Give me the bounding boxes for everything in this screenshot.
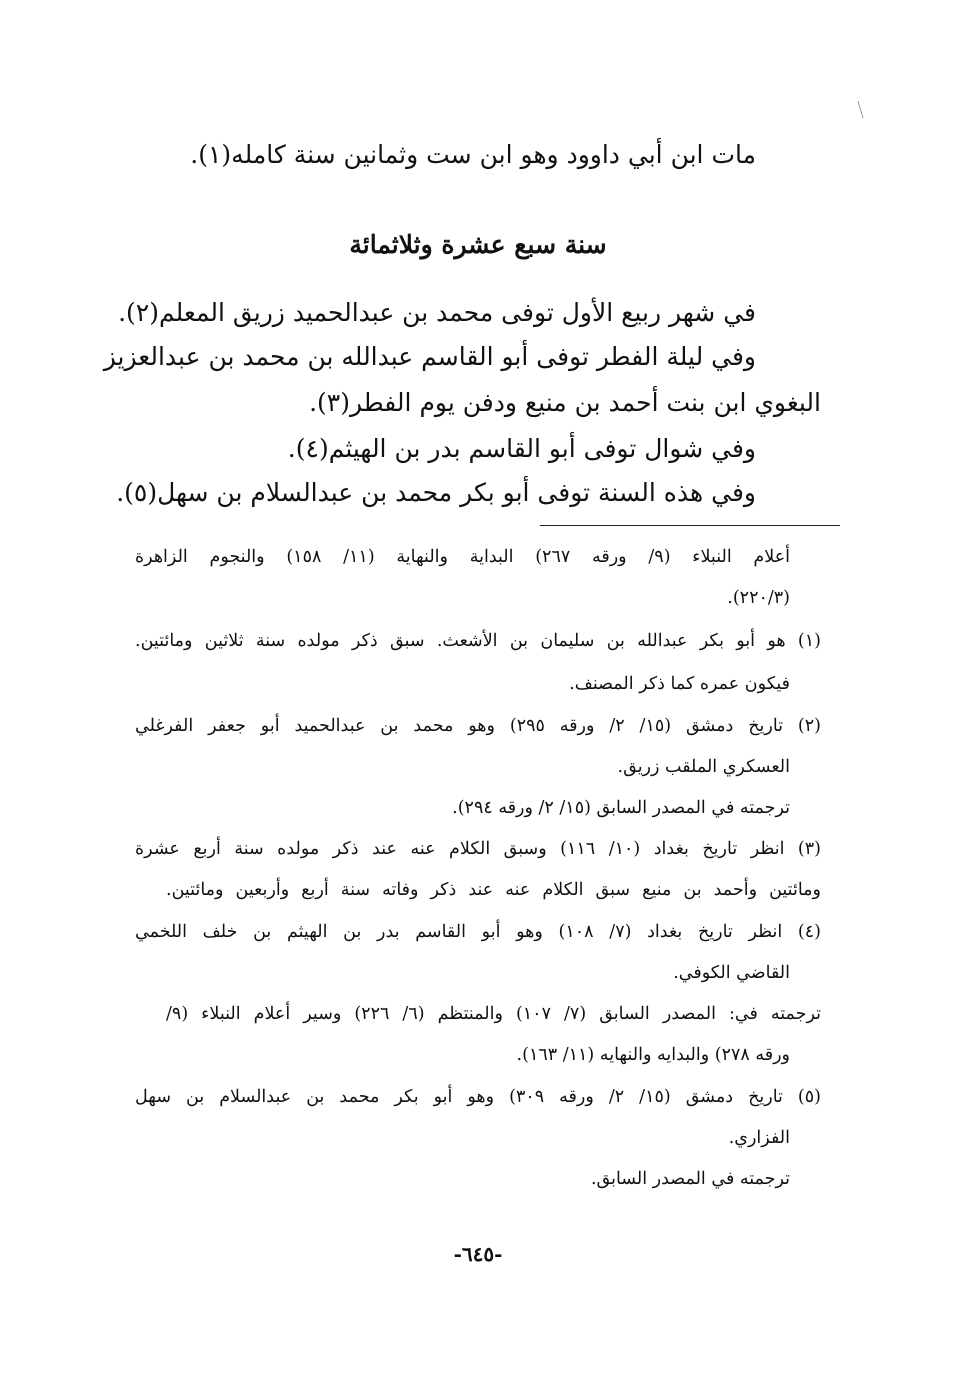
- footnote-5-line-a: (٥) تاريخ دمشق (١٥/ ٢/ ورقه ٣٠٩) وهو أبو بكر محمد بن عبدالسلام بن سهل: [135, 1087, 821, 1107]
- footnote-carry-line-a: أعلام النبلاء (٩/ ورقه ٢٦٧) البداية والنهاية (١١/ ١٥٨) والنجوم الزاهرة: [135, 547, 790, 567]
- footnote-2-line-b: العسكري الملقب زريق.: [617, 757, 790, 777]
- main-paragraph-3: وفي شوال توفى أبو القاسم بدر بن الهيثم(٤).: [287, 434, 756, 463]
- footnote-5-line-c: ترجمته في المصدر السابق.: [590, 1169, 790, 1189]
- page-number: -٦٤٥-: [453, 1242, 503, 1266]
- footnote-4-line-a: (٤) انظر تاريخ بغداد (٧/ ١٠٨) وهو أبو القاسم بدر بن الهيثم بن خلف اللخمي: [135, 922, 821, 942]
- section-heading: سنة سبع عشرة وثلاثمائة: [349, 230, 607, 259]
- main-paragraph-4: وفي هذه السنة توفى أبو بكر محمد بن عبدالسلام بن سهل(٥).: [116, 478, 756, 507]
- main-paragraph-2-line-a: وفي ليلة الفطر توفى أبو القاسم عبدالله بن محمد بن عبدالعزيز: [103, 342, 756, 371]
- main-line-1: مات ابن أبي داوود وهو ابن ست وثمانين سنة كامله(١).: [190, 140, 756, 169]
- footnote-2-line-c: ترجمته في المصدر السابق (١٥/ ٢/ ورقه ٢٩٤).: [452, 798, 790, 818]
- main-paragraph-1: في شهر ربيع الأول توفى محمد بن عبدالحميد زريق المعلم(٢).: [118, 298, 756, 327]
- footnote-2-line-a: (٢) تاريخ دمشق (١٥/ ٢/ ورقه ٢٩٥) وهو محمد بن عبدالحميد أبو جعفر الفرغلي: [135, 716, 821, 736]
- footnote-4-line-c: ترجمته في: المصدر السابق (٧/ ١٠٧) والمنتظم (٦/ ٢٢٦) وسير أعلام النبلاء (٩/: [166, 1004, 821, 1024]
- footnote-3-line-b: ومائتين وأحمد بن منيع سبق الكلام عنه عند ذكر وفاته سنة أربع وأربعين ومائتين.: [166, 880, 821, 900]
- footnote-1-line-a: (١) هو أبو بكر عبدالله بن سليمان بن الأشعث. سبق ذكر مولده سنة ثلاثين ومائتين.: [135, 631, 821, 651]
- footnote-4-line-b: القاضي الكوفي.: [673, 963, 790, 983]
- footnote-3-line-a: (٣) انظر تاريخ بغداد (١٠/ ١١٦) وسبق الكلام عنه عند ذكر مولده سنة أربع عشرة: [135, 839, 821, 859]
- footnote-carry-line-b: (٢٢٠/٣).: [727, 588, 790, 608]
- main-paragraph-2-line-b: البغوي ابن بنت أحمد بن منيع ودفن يوم الفطر(٣).: [309, 388, 821, 417]
- footnote-4-line-d: ورقه ٢٧٨) والبدايه والنهايه (١١/ ١٦٣).: [516, 1045, 790, 1065]
- footnote-1-line-b: فيكون عمره كما ذكر المصنف.: [569, 674, 790, 694]
- footnote-separator: [540, 525, 840, 526]
- footnote-5-line-b: الفزاري.: [728, 1128, 790, 1148]
- page-speck-mark: [857, 100, 865, 120]
